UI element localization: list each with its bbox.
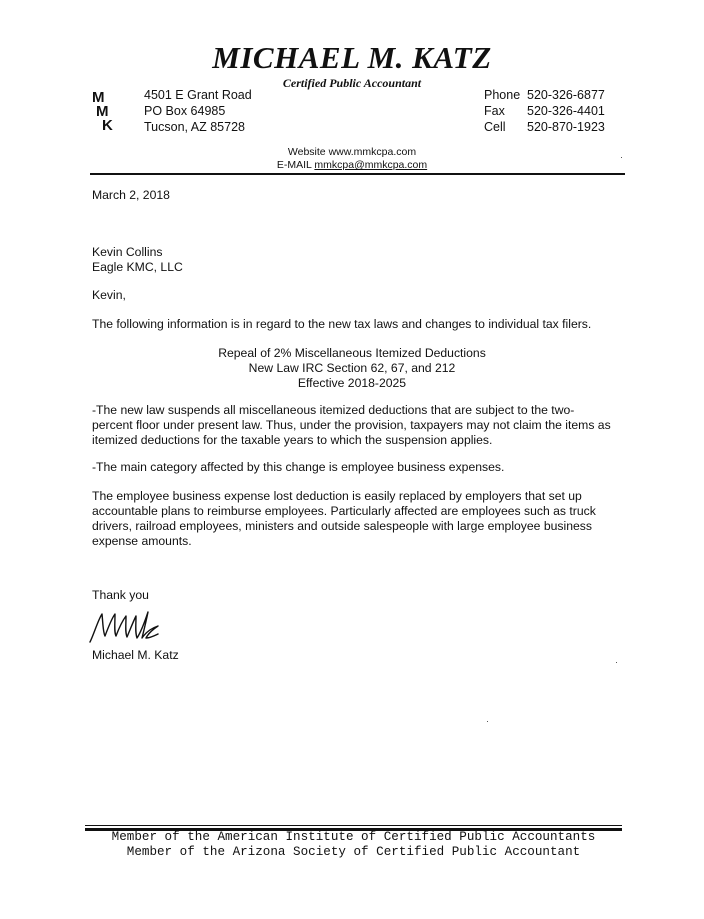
salutation: Kevin, — [92, 288, 126, 302]
scan-speck — [621, 157, 622, 158]
logo-letter-m1: M — [92, 89, 105, 106]
section-heading — [92, 346, 612, 391]
website-text: Website www.mmkcpa.com — [287, 146, 417, 158]
paragraph-category: -The main category affected by this change is employee business expenses. — [92, 460, 505, 474]
recipient-company: Eagle KMC, LLC — [92, 260, 183, 274]
cell-label: Cell — [484, 120, 506, 134]
heading-line-1: Repeal of 2% Miscellaneous Itemized Deductions — [218, 346, 486, 360]
heading-line-2: New Law IRC Section 62, 67, and 212 — [248, 361, 456, 375]
footer-line-ascpa: Member of the Arizona Society of Certified Public Accountant — [126, 845, 581, 859]
email-link[interactable]: mmkcpa@mmkcpa.com — [314, 159, 428, 171]
signature-image — [86, 604, 166, 648]
address-line-3: Tucson, AZ 85728 — [144, 120, 245, 134]
address-line-1: 4501 E Grant Road — [144, 88, 252, 102]
scan-speck — [616, 662, 617, 663]
fax-value: 520-326-4401 — [527, 104, 605, 118]
address-line-2: PO Box 64985 — [144, 104, 226, 118]
cell-value: 520-870-1923 — [527, 120, 605, 134]
email-line — [0, 159, 704, 172]
letter-date: March 2, 2018 — [92, 188, 170, 202]
logo-letter-m2: M — [96, 103, 109, 120]
email-label: E-MAIL — [276, 159, 312, 171]
closing: Thank you — [92, 588, 149, 602]
scan-speck — [487, 721, 488, 722]
logo-letter-k: K — [102, 117, 113, 134]
phone-label: Phone — [484, 88, 521, 102]
recipient-name: Kevin Collins — [92, 245, 163, 259]
footer-line-aicpa: Member of the American Institute of Certified Public Accountants — [111, 830, 596, 844]
letterhead-title: Certified Public Accountant — [282, 76, 422, 90]
intro-paragraph: The following information is in regard to the new tax laws and changes to individual tax filers. — [92, 317, 592, 331]
heading-line-3: Effective 2018-2025 — [297, 376, 407, 390]
phone-value: 520-326-6877 — [527, 88, 605, 102]
footer-rule-thin — [85, 825, 622, 826]
paragraph-suspension: -The new law suspends all miscellaneous itemized deductions that are subject to the two-percent floor under present law. Thus, under the provision, taxpayers may not claim the items as itemized deductions for the taxable years to which the suspension applies. — [92, 403, 611, 447]
fax-label: Fax — [484, 104, 505, 118]
paragraph-employee-expense: The employee business expense lost deduction is easily replaced by employers that set up accountable plans to reimburse employees. Particularly affected are employees such as truck drivers, railroad employees, ministers and outside salespeople with large employee business expense amounts. — [92, 489, 596, 548]
letterhead-name: MICHAEL M. KATZ — [212, 40, 492, 75]
signer-name: Michael M. Katz — [92, 648, 179, 662]
header-rule — [90, 173, 625, 175]
contact-web-block — [0, 146, 704, 172]
